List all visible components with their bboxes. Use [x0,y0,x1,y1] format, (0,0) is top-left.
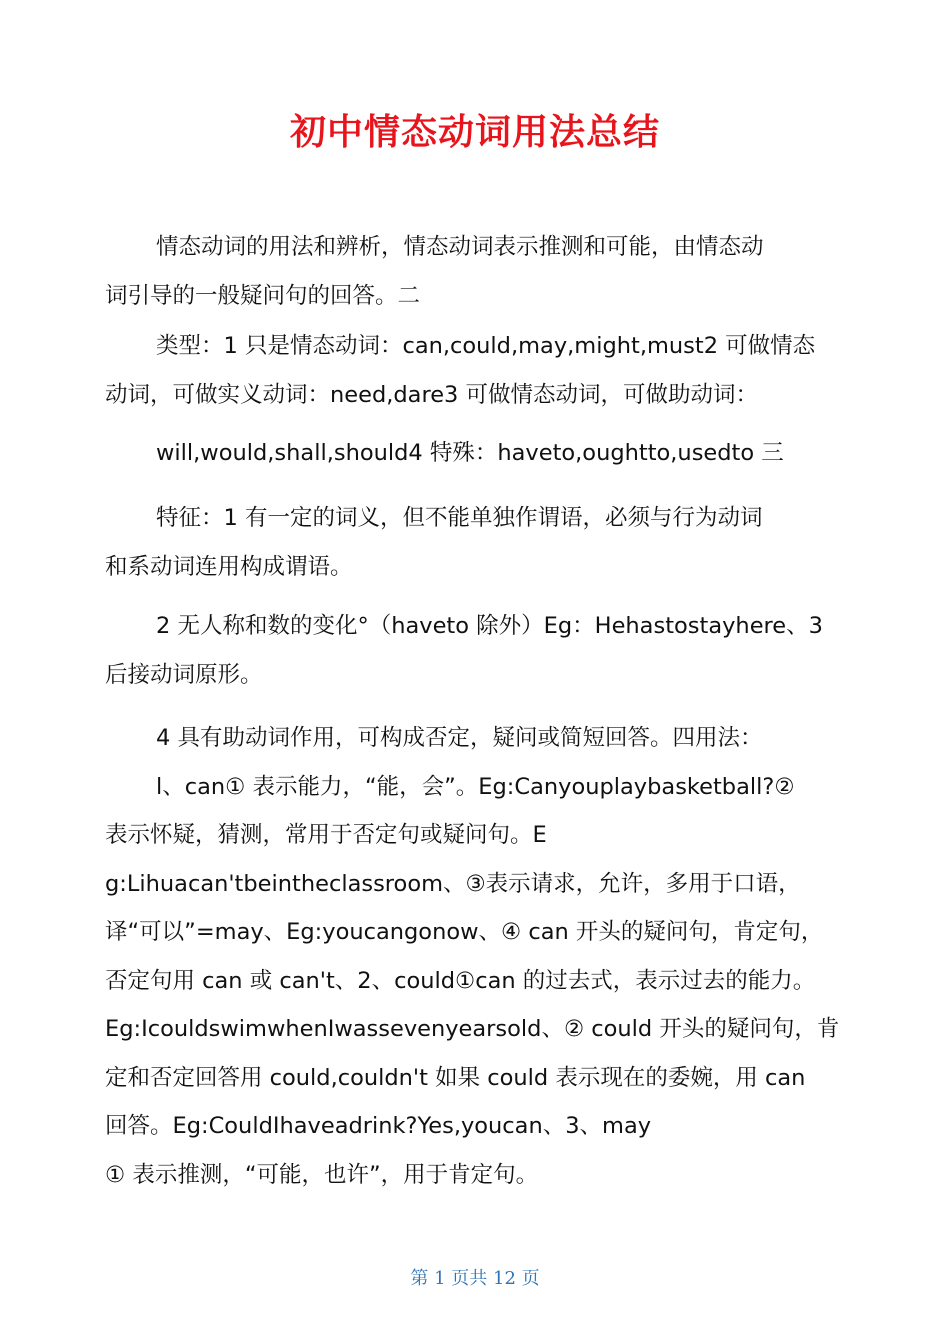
text-line: 表示怀疑，猜测，常用于否定句或疑问句。E [105,822,547,848]
text-line: 特征：1 有一定的词义，但不能单独作谓语，必须与行为动词 [156,505,763,531]
text-line: ① 表示推测，“可能，也许”，用于肯定句。 [105,1161,539,1188]
text-line: 2 无人称和数的变化°（haveto 除外）Eg：Hehastostayhere、3 [156,613,823,639]
text-line: 回答。Eg:CouldIhaveadrink?Yes,youcan、3、may [105,1113,652,1139]
text-line: 4 具有助动词作用，可构成否定，疑问或简短回答。四用法： [156,725,763,751]
paragraph-special [105,429,845,478]
paragraph-no-person [105,602,845,699]
text-line: 类型：1 只是情态动词：can,could,may,might,must2 可做情态 [156,333,816,359]
paragraph-intro [105,223,845,320]
paragraph-usage [105,714,845,1199]
text-line: 动词，可做实义动词：need,dare3 可做情态动词，可做助动词： [105,381,759,408]
text-line: 定和否定回答用 could,couldn't 如果 could 表示现在的委婉，用 can [105,1064,806,1091]
text-line: 和系动词连用构成谓语。 [105,553,353,580]
paragraph-types [105,322,845,419]
text-line: 后接动词原形。 [105,661,263,688]
text-line: will,would,shall,should4 特殊：haveto,oughtto,usedto 三 [156,440,784,466]
text-line: 译“可以”=may、Eg:youcangonow、④ can 开头的疑问句，肯定句， [105,919,824,945]
text-line: 否定句用 can 或 can't、2、could①can 的过去式，表示过去的能力。 [105,967,816,994]
text-line: g:Lihuacan'tbeintheclassroom、③表示请求，允许，多用于口语， [105,870,801,897]
text-line: Eg:IcouldswimwhenIwassevenyearsold、② could 开头的疑问句，肯 [105,1016,840,1042]
paragraph-features [105,494,845,591]
text-line: 词引导的一般疑问句的回答。二 [105,282,421,309]
text-line: 情态动词的用法和辨析，情态动词表示推测和可能，由情态动 [156,234,764,260]
page-footer: 第 1 页共 12 页 [410,1268,540,1289]
document-title: 初中情态动词用法总结 [289,111,660,153]
text-line: l、can① 表示能力，“能，会”。Eg:Canyouplaybasketball?② [156,773,795,800]
